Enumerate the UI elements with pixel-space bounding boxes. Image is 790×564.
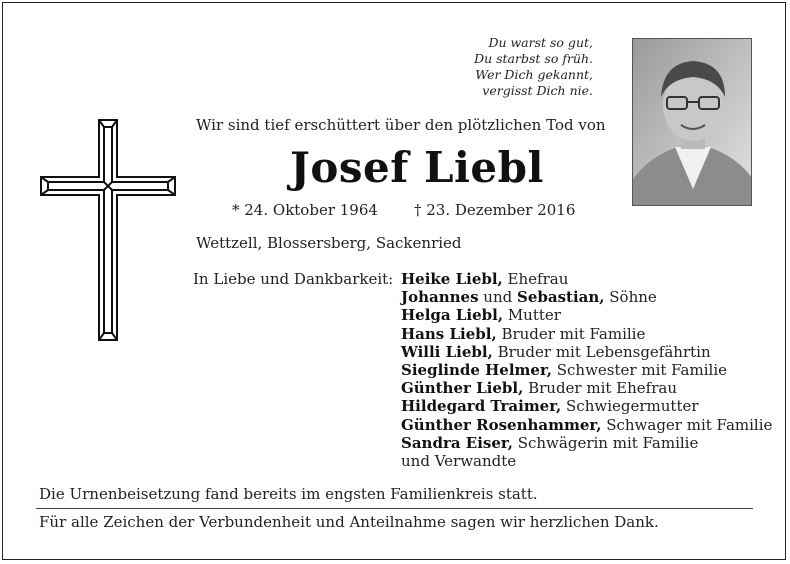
mourners-label: In Liebe und Dankbarkeit:: [193, 270, 394, 288]
cross-icon: [38, 117, 178, 343]
mourner-name: Sebastian,: [517, 288, 605, 307]
mourner-row: [401, 434, 772, 452]
portrait-image: [633, 39, 752, 206]
mourner-relation: Bruder mit Ehefrau: [523, 379, 677, 398]
mourners-list: [401, 270, 772, 470]
mourner-relation: und Verwandte: [401, 452, 517, 471]
mourner-row: [401, 397, 772, 415]
mourner-row: [401, 288, 772, 306]
mourner-relation: Schwägerin mit Familie: [512, 433, 699, 452]
mourner-name: Helga Liebl,: [401, 306, 504, 325]
mourner-row: [401, 416, 772, 434]
mourner-name: Günther Rosenhammer,: [401, 415, 602, 434]
mourner-relation: Mutter: [503, 306, 561, 325]
poem-line: vergisst Dich nie.: [482, 83, 593, 98]
mourner-name: Sieglinde Helmer,: [401, 361, 552, 380]
mourner-row: [401, 452, 772, 470]
mourner-relation: Schwager mit Familie: [601, 415, 773, 434]
mourner-row: [401, 306, 772, 324]
mourner-relation: Schwiegermutter: [561, 397, 699, 416]
poem-line: Du warst so gut,: [488, 35, 593, 50]
birth-date: * 24. Oktober 1964: [232, 201, 378, 219]
mourner-name: Hildegard Traimer,: [401, 397, 562, 416]
mourner-name: Sandra Eiser,: [401, 433, 513, 452]
mourner-row: [401, 361, 772, 379]
poem-line: Du starbst so früh.: [474, 51, 593, 66]
mourner-name: Günther Liebl,: [401, 379, 524, 398]
mourner-row: [401, 270, 772, 288]
memorial-poem: [474, 35, 593, 99]
mourner-relation: Schwester mit Familie: [551, 361, 727, 380]
deceased-name: Josef Liebl: [290, 143, 544, 192]
portrait-photo: [632, 38, 752, 206]
mourner-name: Johannes: [401, 288, 479, 307]
urn-notice: Die Urnenbeisetzung fand bereits im engsten Familienkreis statt.: [39, 485, 538, 503]
divider: [36, 508, 753, 509]
mourner-name: Heike Liebl,: [401, 270, 503, 288]
thanks-line: Für alle Zeichen der Verbundenheit und Anteilnahme sagen wir herzlichen Dank.: [39, 513, 659, 531]
mourner-name: Willi Liebl,: [401, 342, 493, 361]
mourner-relation: Bruder mit Lebensgefährtin: [492, 342, 711, 361]
mourner-name: Hans Liebl,: [401, 324, 497, 343]
mourner-row: [401, 325, 772, 343]
death-date: † 23. Dezember 2016: [414, 201, 576, 219]
mourner-row: [401, 379, 772, 397]
poem-line: Wer Dich gekannt,: [475, 67, 593, 82]
mourner-relation: Ehefrau: [502, 270, 569, 288]
mourner-relation: Söhne: [604, 288, 657, 307]
places-line: Wettzell, Blossersberg, Sackenried: [196, 234, 462, 252]
mourner-row: [401, 343, 772, 361]
intro-text: Wir sind tief erschüttert über den plötzlichen Tod von: [196, 116, 606, 134]
mourner-relation: Bruder mit Familie: [496, 324, 646, 343]
mourner-connector: und: [478, 288, 517, 307]
